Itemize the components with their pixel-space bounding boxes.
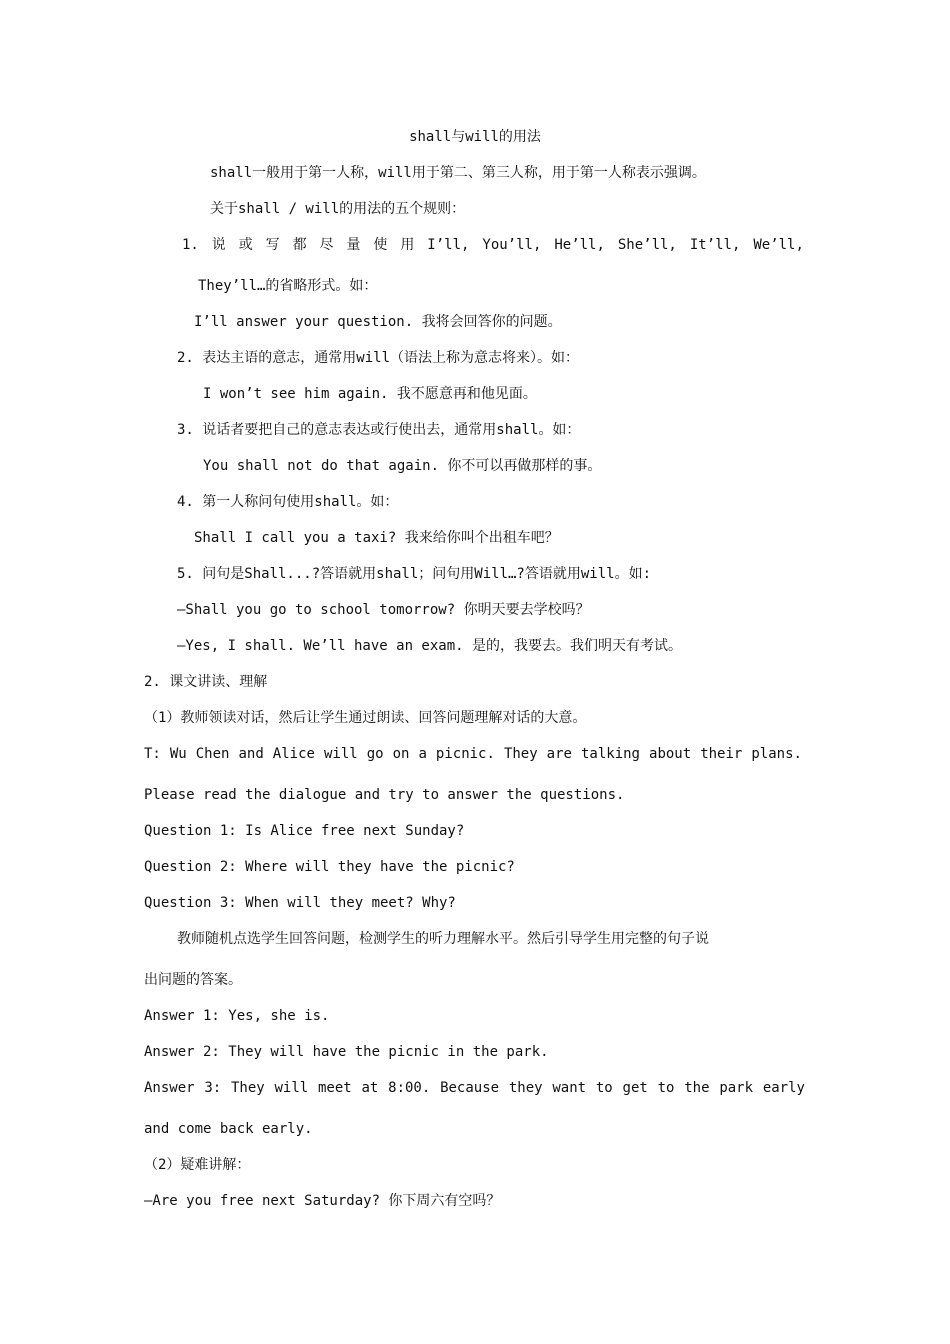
answer-3-word: meet <box>318 1080 352 1096</box>
check-line-2: 出问题的答案。 <box>144 972 242 988</box>
rule-1-word: You’ll, <box>482 237 542 253</box>
answer-3-word: 8:00. <box>388 1080 431 1096</box>
rule-3: 3. 说话者要把自己的意志表达或行使出去，通常用shall。如： <box>177 422 581 438</box>
rule-2: 2. 表达主语的意志，通常用will（语法上称为意志将来）。如： <box>177 350 579 366</box>
rule-1-word: 量 <box>346 237 361 253</box>
teacher-line-word: They <box>503 746 538 762</box>
teacher-line-word: Chen <box>195 746 230 762</box>
rule-5-example-2: —Yes, I shall. We’ll have an exam. 是的，我要去。我们明天有考试。 <box>177 638 683 654</box>
answer-2: Answer 2: They will have the picnic in the park. <box>144 1044 549 1060</box>
answer-3-word: will <box>274 1080 309 1096</box>
teacher-line-word: go <box>366 746 384 762</box>
intro-paragraph: shall一般用于第一人称，will用于第二、第三人称，用于第一人称表示强调。 <box>210 165 706 181</box>
rule-1-word: 说 <box>211 237 226 253</box>
rule-1-word: I’ll, <box>427 237 470 253</box>
question-3: Question 3: When will they meet? Why? <box>144 895 456 911</box>
rule-1-word: He’ll, <box>554 237 605 253</box>
answer-3-word: they <box>508 1080 543 1096</box>
answer-3-word: to <box>595 1080 613 1096</box>
rule-1-word: 用 <box>400 237 415 253</box>
answer-3-word: Answer <box>144 1080 195 1096</box>
teacher-line-word: are <box>546 746 572 762</box>
rule-1-word: 1. <box>182 237 199 253</box>
teacher-line-word: a <box>418 746 427 762</box>
rule-1-word: 写 <box>265 237 280 253</box>
question-2: Question 2: Where will they have the picnic? <box>144 859 515 875</box>
difficult-example: —Are you free next Saturday? 你下周六有空吗？ <box>144 1193 501 1209</box>
rule-1-word: 或 <box>238 237 253 253</box>
answer-3-word: 3: <box>204 1080 222 1096</box>
answer-3-word: to <box>657 1080 675 1096</box>
rule-1-line-2: They’ll…的省略形式。如： <box>198 278 378 294</box>
rule-3-example: You shall not do that again. 你不可以再做那样的事。 <box>203 458 602 474</box>
answer-3-word: They <box>231 1080 265 1096</box>
answer-3-word: Because <box>440 1080 500 1096</box>
teacher-line-word: Alice <box>272 746 315 762</box>
teacher-line-word: plans. <box>751 746 802 762</box>
answer-3-word: park <box>719 1080 754 1096</box>
rules-heading: 关于shall / will的用法的五个规则： <box>210 201 466 217</box>
rule-1-word: We’ll, <box>753 237 804 253</box>
teacher-line-word: picnic. <box>435 746 495 762</box>
answer-3-line-2: and come back early. <box>144 1121 313 1137</box>
question-1: Question 1: Is Alice free next Sunday? <box>144 823 465 839</box>
teacher-line-2: Please read the dialogue and try to answer the questions. <box>144 787 625 803</box>
teacher-line-word: their <box>700 746 743 762</box>
answer-3-word: the <box>684 1080 710 1096</box>
teacher-line-word: about <box>649 746 692 762</box>
teacher-line-word: T: <box>144 746 161 762</box>
teacher-line-1 <box>144 744 802 764</box>
answer-3-word: get <box>622 1080 648 1096</box>
answer-1: Answer 1: Yes, she is. <box>144 1008 330 1024</box>
section-2-heading: 2. 课文讲读、理解 <box>144 674 268 690</box>
rule-2-example: I won’t see him again. 我不愿意再和他见面。 <box>203 386 537 402</box>
rule-5: 5. 问句是Shall...?答语就用shall；问句用Will…?答语就用will。如: <box>177 566 652 582</box>
rule-1-example: I’ll answer your question. 我将会回答你的问题。 <box>194 314 562 330</box>
step-1: （1）教师领读对话，然后让学生通过朗读、回答问题理解对话的大意。 <box>144 710 587 726</box>
answer-3-line-1 <box>144 1078 805 1098</box>
rule-1-word: 使 <box>373 237 388 253</box>
teacher-line-word: talking <box>580 746 640 762</box>
rule-4-example: Shall I call you a taxi? 我来给你叫个出租车吧？ <box>194 530 559 546</box>
answer-3-word: at <box>361 1080 379 1096</box>
answer-3-word: want <box>552 1080 587 1096</box>
rule-1-word: 尽 <box>319 237 334 253</box>
teacher-line-word: and <box>238 746 264 762</box>
rule-1-word: 都 <box>292 237 307 253</box>
rule-1-word: It’ll, <box>689 237 741 253</box>
rule-5-example-1: —Shall you go to school tomorrow? 你明天要去学校吗？ <box>177 602 590 618</box>
answer-3-word: early <box>762 1080 805 1096</box>
document-title: shall与will的用法 <box>409 129 541 145</box>
rule-1-word: She’ll, <box>617 237 677 253</box>
rule-1-line-1 <box>182 235 804 255</box>
teacher-line-word: on <box>392 746 410 762</box>
step-2: （2）疑难讲解： <box>144 1157 251 1173</box>
check-line-1: 教师随机点选学生回答问题，检测学生的听力理解水平。然后引导学生用完整的句子说 <box>177 931 709 947</box>
teacher-line-word: will <box>323 746 358 762</box>
teacher-line-word: Wu <box>169 746 187 762</box>
rule-4: 4. 第一人称问句使用shall。如： <box>177 494 399 510</box>
